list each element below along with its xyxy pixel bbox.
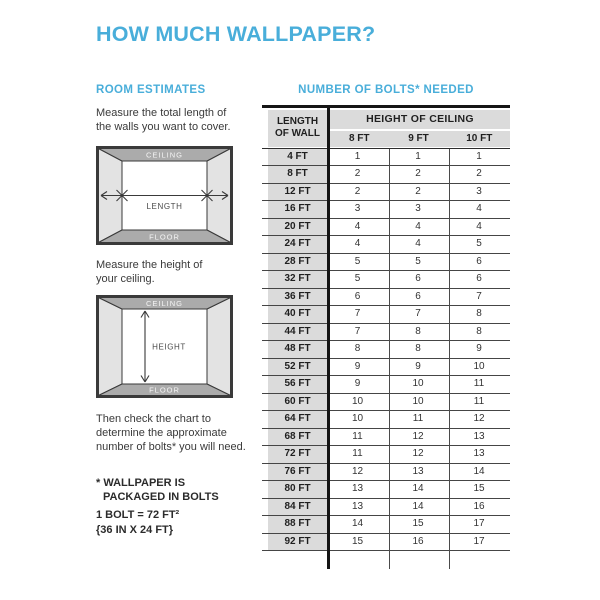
footnote-line2: PACKAGED IN BOLTS <box>103 491 219 503</box>
bolt-count-cell: 13 <box>473 430 485 442</box>
ceiling-label: CEILING <box>145 150 184 160</box>
bolt-count-cell: 7 <box>415 308 421 320</box>
table-row <box>262 411 510 429</box>
wall-length-label: 4 FT <box>268 149 327 166</box>
bolt-count-cell: 11 <box>473 395 485 407</box>
bolt-size-note <box>96 508 179 537</box>
bolt-count-cell: 6 <box>476 273 482 285</box>
wall-length-label: 24 FT <box>268 236 327 253</box>
bolt-count-cell: 9 <box>354 360 361 372</box>
bolt-count-cell: 10 <box>473 360 485 372</box>
bolt-count-cell: 9 <box>354 378 361 390</box>
room-length-diagram <box>96 146 233 245</box>
bolt-count-cell: 13 <box>412 465 424 477</box>
table-row <box>262 149 510 167</box>
bolts-needed-heading: NUMBER OF BOLTS* NEEDED <box>298 84 474 96</box>
bolt-count-cell: 17 <box>473 535 485 547</box>
bolt-count-cell: 10 <box>412 395 424 407</box>
bolt-count-cell: 12 <box>412 430 424 442</box>
table-row <box>262 166 510 184</box>
ceiling-height-diagram <box>96 295 233 398</box>
wall-length-label: 36 FT <box>268 289 327 306</box>
length-label: LENGTH <box>146 202 183 211</box>
bolt-count-cell: 14 <box>351 518 364 530</box>
table-row <box>262 341 510 359</box>
bolt-count-cell: 6 <box>476 255 482 267</box>
column-header-8ft: 8 FT <box>348 132 370 144</box>
wall-length-label: 84 FT <box>268 499 327 516</box>
bolt-count-cell: 5 <box>354 273 361 285</box>
bolt-count-cell: 13 <box>351 500 364 512</box>
bolt-count-cell: 4 <box>476 220 482 232</box>
wall-length-label: 80 FT <box>268 481 327 498</box>
table-row <box>262 376 510 394</box>
height-label: HEIGHT <box>152 342 186 352</box>
bolt-count-cell: 4 <box>354 238 361 250</box>
bolt-count-cell: 6 <box>415 290 421 302</box>
bolt-count-cell: 5 <box>476 238 482 250</box>
bolt-count-cell: 2 <box>415 168 421 180</box>
bolt-count-cell: 14 <box>412 500 424 512</box>
bolt-count-cell: 2 <box>415 185 421 197</box>
measure-length-text: Measure the total length of the walls you want to cover. <box>96 107 231 133</box>
table-top-border <box>262 105 510 108</box>
wall-length-label: 68 FT <box>268 429 327 446</box>
bolt-count-cell: 11 <box>352 430 363 442</box>
table-row <box>262 516 510 534</box>
bolt-count-cell: 3 <box>415 203 421 215</box>
bolt-count-cell: 10 <box>351 413 364 425</box>
wall-length-label: 12 FT <box>268 184 327 201</box>
bolt-count-cell: 2 <box>354 168 361 180</box>
check-chart-text: Then check the chart to determine the approximate number of bolts* you will need. <box>96 413 246 453</box>
bolt-count-cell: 1 <box>415 150 421 162</box>
table-row <box>262 236 510 254</box>
left-wall <box>99 298 123 396</box>
table-row <box>262 271 510 289</box>
wall-length-label: 16 FT <box>268 201 327 218</box>
bolt-count-cell: 10 <box>412 378 424 390</box>
bolt-count-cell: 8 <box>476 308 482 320</box>
bolt-count-cell: 5 <box>354 255 361 267</box>
table-row <box>262 359 510 377</box>
bolt-count-cell: 11 <box>412 413 424 425</box>
bolt-count-cell: 11 <box>352 448 363 460</box>
bolt-count-cell: 2 <box>354 185 361 197</box>
bolt-count-cell: 12 <box>351 465 364 477</box>
bolt-count-cell: 8 <box>476 325 482 337</box>
table-row <box>262 289 510 307</box>
bolts-table <box>262 105 510 570</box>
wall-length-label: 64 FT <box>268 411 327 428</box>
wall-length-label: 40 FT <box>268 306 327 323</box>
bolt-count-cell: 6 <box>415 273 421 285</box>
ceiling-height-subheader-row <box>330 131 510 148</box>
wall-length-label: 20 FT <box>268 219 327 236</box>
bolt-count-cell: 7 <box>354 325 361 337</box>
bolt-count-cell: 1 <box>354 150 361 162</box>
bolt-count-cell: 7 <box>354 308 361 320</box>
bolt-count-cell: 16 <box>412 535 424 547</box>
bolt-count-cell: 5 <box>415 255 421 267</box>
bolt-count-cell: 17 <box>473 518 485 530</box>
table-row <box>262 184 510 202</box>
bolt-count-cell: 7 <box>476 290 482 302</box>
wall-length-label: 32 FT <box>268 271 327 288</box>
bolt-count-cell: 4 <box>476 203 482 215</box>
table-row <box>262 219 510 237</box>
bolt-count-cell: 8 <box>415 343 421 355</box>
room-estimates-heading: ROOM ESTIMATES <box>96 84 206 96</box>
table-row <box>262 499 510 517</box>
table-row <box>262 201 510 219</box>
bolt-count-cell: 16 <box>473 500 485 512</box>
bolt-equation: 1 BOLT = 72 FT² <box>96 509 180 521</box>
bolt-count-cell: 13 <box>473 448 485 460</box>
bolt-count-cell: 14 <box>412 483 424 495</box>
bolt-count-cell: 14 <box>473 465 485 477</box>
table-row <box>262 429 510 447</box>
bolt-count-cell: 13 <box>351 483 364 495</box>
bolt-count-cell: 15 <box>351 535 364 547</box>
page-title: HOW MUCH WALLPAPER? <box>96 22 376 46</box>
bolt-count-cell: 3 <box>476 185 482 197</box>
bolt-count-cell: 1 <box>476 150 482 162</box>
bolt-count-cell: 11 <box>473 378 485 390</box>
wall-length-label: 76 FT <box>268 464 327 481</box>
bolt-count-cell: 3 <box>354 203 361 215</box>
bolt-count-cell: 9 <box>476 343 482 355</box>
ceiling-label: CEILING <box>145 299 184 308</box>
bolt-count-cell: 8 <box>354 343 361 355</box>
wall-length-label: 48 FT <box>268 341 327 358</box>
column-header-10ft: 10 FT <box>466 132 493 144</box>
wall-length-label: 44 FT <box>268 324 327 341</box>
table-row <box>262 464 510 482</box>
bolt-count-cell: 12 <box>473 413 485 425</box>
table-row <box>262 534 510 552</box>
column-header-9ft: 9 FT <box>408 132 429 144</box>
wall-length-label: 28 FT <box>268 254 327 271</box>
wall-length-label: 88 FT <box>268 516 327 533</box>
bolt-count-cell: 15 <box>412 518 424 530</box>
table-row <box>262 254 510 272</box>
bolt-dimensions: {36 IN X 24 FT} <box>96 523 174 536</box>
floor-label: FLOOR <box>149 385 180 395</box>
column-divider-thick <box>327 108 330 569</box>
right-wall <box>207 298 231 396</box>
table-row <box>262 394 510 412</box>
floor-label: FLOOR <box>149 232 180 242</box>
measure-height-text: Measure the height of your ceiling. <box>96 259 203 285</box>
bolt-count-cell: 4 <box>354 220 361 232</box>
bolt-count-cell: 6 <box>354 290 361 302</box>
bolt-count-cell: 8 <box>415 325 421 337</box>
table-row <box>262 306 510 324</box>
wall-length-label: 52 FT <box>268 359 327 376</box>
wall-length-label: 8 FT <box>268 166 327 183</box>
bolt-count-cell: 15 <box>473 483 485 495</box>
table-row <box>262 324 510 342</box>
bolt-count-cell: 4 <box>415 220 421 232</box>
wall-length-label: 92 FT <box>268 534 327 551</box>
wall-length-label: 56 FT <box>268 376 327 393</box>
wall-length-label: 72 FT <box>268 446 327 463</box>
bolt-count-cell: 4 <box>415 238 421 250</box>
wallpaper-bolts-footnote <box>96 476 219 504</box>
wall-length-label: 60 FT <box>268 394 327 411</box>
column-divider-thin <box>449 149 450 569</box>
table-row <box>262 446 510 464</box>
table-row <box>262 481 510 499</box>
height-of-ceiling-header: HEIGHT OF CEILING <box>330 110 510 129</box>
bolt-count-cell: 12 <box>412 448 424 460</box>
footnote-line1: * WALLPAPER IS <box>96 477 186 489</box>
bolt-count-cell: 10 <box>351 395 364 407</box>
bolt-count-cell: 9 <box>415 360 421 372</box>
length-of-wall-header: LENGTH OF WALL <box>268 110 327 148</box>
bolts-table-rows <box>262 149 510 552</box>
column-divider-thin <box>389 149 390 569</box>
bolt-count-cell: 2 <box>476 168 482 180</box>
